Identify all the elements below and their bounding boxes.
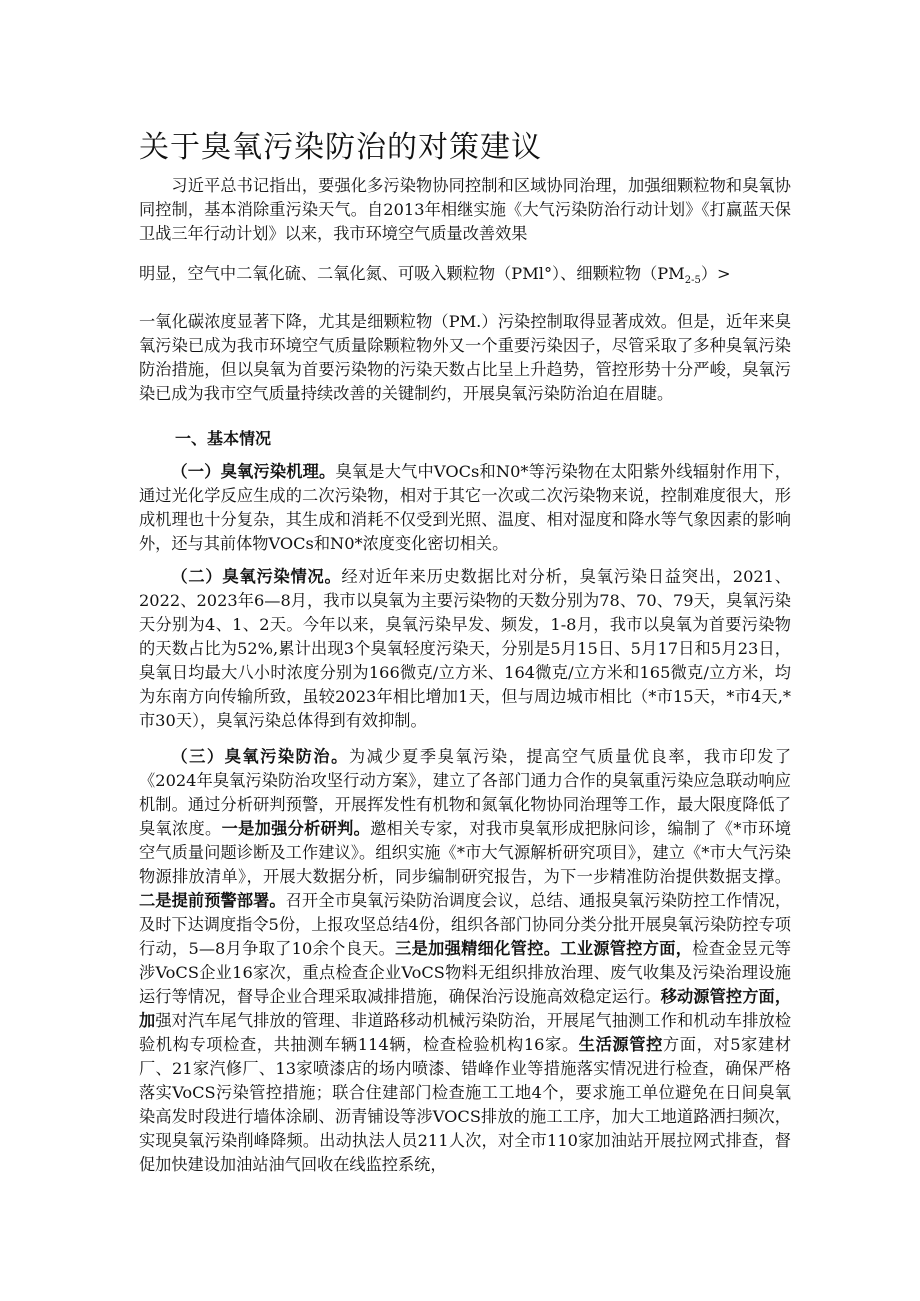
- item-2-lead: （二）臭氧污染情况。: [171, 567, 342, 586]
- item-3-bold-5: 生活源管控: [578, 1035, 663, 1054]
- item-3-bold-1: 一是加强分析研判。: [221, 819, 371, 838]
- item-3-bold-3: 三是加强精细化管控。工业源管控方面，: [395, 939, 693, 958]
- section-heading-basic: 一、基本情况: [175, 429, 272, 448]
- item-1-lead: （一）臭氧污染机理。: [171, 462, 336, 481]
- intro-paragraph-1: 习近平总书记指出，要强化多污染物协同控制和区域协同治理，加强细颗粒物和臭氧协同控制，基本消除重污染天气。自2013年相继实施《大气污染防治行动计划》《打赢蓝天保卫战三年行动计划》以来，我市环境空气质量改善效果: [139, 176, 791, 243]
- intro-paragraph-2: 明显，空气中二氧化硫、二氧化氮、可吸入颗粒物（PMl°）、细颗粒物$(PM_{2-5})>$: [139, 264, 731, 287]
- item-3-bold-2: 二是提前预警部署。: [139, 891, 286, 910]
- item-3-paragraph: （三）臭氧污染防治。为减少夏季臭氧污染，提高空气质量优良率，我市印发了《2024年臭氧污染防治攻坚行动方案》，建立了各部门通力合作的臭氧重污染应急联动响应机制。通过分析研判预警，开展挥发性有机物和氮氧化物协同治理等工作，最大限度降低了臭氧浓度。一是加强分析研判。邀相关专家，对我市臭氧形成把脉问诊，编制了《*市环境空气质量问题诊断及工作建议》。组织实施《*市大气源解析研究项目》，建立《*市大气污染物源排放清单》，开展大数据分析，同步编制研究报告，为下一步精准防治提供数据支撑。二是提前预警部署。召开全市臭氧污染防治调度会议，总结、通报臭氧污染防控工作情况，及时下达调度指令5份，上报攻坚总结4份，组织各部门协同分类分批开展臭氧污染防控专项行动，5—8月争取了10余个良天。三是加强精细化管控。工业源管控方面，检查金昱元等涉VoCS企业16家次，重点检查企业VoCS物料无组织排放治理、废气收集及污染治理设施运行等情况，督导企业合理采取减排措施，确保治污设施高效稳定运行。移动源管控方面，加强对汽车尾气排放的管理、非道路移动机械污染防治，开展尾气抽测工作和机动车排放检验机构专项检查，共抽测车辆114辆，检查检验机构16家。生活源管控方面，对5家建材厂、21家汽修厂、13家喷漆店的场内喷漆、错峰作业等措施落实情况进行检查，确保严格落实VoCS污染管控措施；联合住建部门检查施工工地4个，要求施工单位避免在日间臭氧染高发时段进行墙体涂刷、沥青铺设等涉VOCS排放的施工工序，加大工地道路洒扫频次，实现臭氧污染削峰降频。出动执法人员211人次，对全市110家加油站开展拉网式排查，督促加快建设加油站油气回收在线监控系统，: [139, 747, 792, 1174]
- item-3-lead: （三）臭氧污染防治。: [171, 747, 349, 766]
- item-3-bold-4: 移动源管控方面，加: [139, 987, 792, 1030]
- intro-paragraph-3: 一氧化碳浓度显著下降，尤其是细颗粒物（PM.）污染控制取得显著成效。但是，近年来臭氧污染已成为我市环境空气质量除颗粒物外又一个重要污染因子，尽管采取了多种臭氧污染防治措施，但以臭氧为首要污染物的污染天数占比呈上升趋势，管控形势十分严峻，臭氧污染已成为我市空气质量持续改善的关键制约，开展臭氧污染防治迫在眉睫。: [139, 312, 791, 403]
- item-2-paragraph: （二）臭氧污染情况。经对近年来历史数据比对分析，臭氧污染日益突出，2021、2022、2023年6—8月，我市以臭氧为主要污染物的天数分别为78、70、79天，臭氧污染天分别为4、1、2天。今年以来，臭氧污染早发、频发，1-8月，我市以臭氧为首要污染物的天数占比为52%,累计出现3个臭氧轻度污染天，分别是5月15日、5月17日和5月23日，臭氧日均最大八小时浓度分别为166微克/立方米、164微克/立方米和165微克/立方米，均为东南方向传输所致，虽较2023年相比增加1天，但与周边城市相比（*市15天，*市4天,*市30天），臭氧污染总体得到有效抑制。: [139, 567, 791, 730]
- item-1-paragraph: （一）臭氧污染机理。臭氧是大气中VOCs和N0*等污染物在太阳紫外线辐射作用下，通过光化学反应生成的二次污染物，相对于其它一次或二次污染物来说，控制难度很大，形成机理也十分复杂，其生成和消耗不仅受到光照、温度、相对湿度和降水等气象因素的影响外，还与其前体物VOCs和N0*浓度变化密切相关。: [139, 462, 791, 553]
- document-title: 关于臭氧污染防治的对策建议: [139, 130, 542, 165]
- pm-subscript: 2-5: [684, 275, 701, 287]
